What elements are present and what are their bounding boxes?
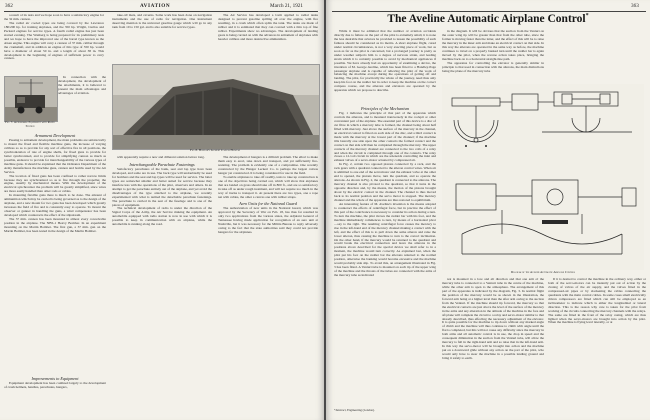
left-column-3-bottom [218,156,318,416]
paragraph: The development of hangars is a difficult problem. The effort to make them easy to erect, take down and transport, and yet sufficiently fire-resisting. The problem is evidently one of a compromise. One recently constructed by the Hanger Leckert Co. is perhaps the largest canvas hangar yet constructed. It is being considered for use in the field. [218,156,318,175]
right-column-1-top [334,30,436,104]
title-footnote-mark: * [585,13,589,20]
paragraph: If it is desired to control the machine in the ordinary way, either or both of the servo-motors can be instantly put out of action by the closing of valves of the air supply, and the valves fitted in the compressed-air pipes or by slackening the cables connecting the quadrants with the main control cables. In some cases small electrically driven compressors are fitted which can still be employed as an inclinometer to indicate which is either the longitudinal or lateral direction. This is the reason why care is taken for the pilot from working of the circuits connecting the mercury channels with the relays. The same are fitted in the front of the relay casing, which are thus lighted when the servo-motors are brought into action by the pilot. When the machine is flying level laterally, or at [548,278,646,325]
left-page-header [0,3,324,11]
left-column-2-bottom [112,156,212,416]
right-column-3-bottom [548,278,646,416]
fig8-photo [112,64,320,150]
right-column-2-bottom [442,278,544,416]
paragraph: in the diagram. It will be obvious that the suction from the Venturi on the outer wing tip will be greater than that from the other tube, since the former is moving faster than the latter, and the effect of this will be to raise the mercury in the inner arm and make an electrical contact on that side. In this way the ailerons are operated in the same way as before, the machine continues to travel on a properly banked turn until the rudder bar is again moved by the pilot, when the reverse action takes place, bringing the machine back on to a horizontal straight-line path. [442,30,544,61]
article-title [368,13,608,25]
right-column-3-top [548,30,646,82]
paragraph: In Fig. 2, certain two opposed pistons connected by a rack, and the rack gears with a quadrant connected to the aileron control wires. When air is admitted to one end of the servomotor and the exhaust valve at the other end is opened, the pistons move, turn the quadrant, and so operate the ailerons. As shown in Fig. 2, the quadrant is connected to the ailerons. The mercury channel is also pivoted to the quadrant, so that it turns in the opposite direction and, by the means, the motion of the pistons brought about by the electric contact in the channel. The channel is thus moved back to its normal position and the servo motor is stopped. The mercury channel and the whole of the apparatus are thus restored to equilibrium. [334,162,436,202]
paragraph: The radial air cooled types are being covered by the Lawrance 180/200 hp. for training airplanes, and the 350 hp. Wright, Curtiss and Packard engines for service types. A fourth radial engine has just been started evening. The Wanberg is being prepared for its preliminary tests and we hope to have the improved one of the barrel type known as the Alsen engine. This engine will carry a cannon of 37 mm. caliber through the crankshaft, and in addition an engine of this type of 350 hp. would have a diameter of about 50 in. and a length of about 38 in. This development is the beginning of engines of sufficient power to carry cannon. [4,20,104,61]
paragraph: In mounting flexible guns there is much to be done. The amount of ammunition which may be carried is being governed as to the design of the airplane, and a new mount for two guns has been developed which greatly increases the field of fire and is constantly easy to operate. To mount the observer or gunner in handling the guns, a wind compensator has been developed which counteracts the effect of the slipstream. [4,193,106,218]
paragraph: Fig. 1 indicates the principle of that part of the apparatus which controls the ailerons, and is mounted transversely in the cockpit or other convenient part of the airplane. The essential part of this device is a disc of cut fibre in which a mercury tube is formed, the channel being about half filled with mercury. Just above the surface of the mercury in the channel, an electrical contact is fitted on each side of the disc, and a third contact is made with the mercury at the lowest part of the channel; if the machine tilts laterally one side upon the other contacts the formed contact and the contact on that side will then be completed through the mercury. The upper contacts of the mercury channel are connected to the two coils of a relay and when the circuit is completed through one of the contacts. The relay closes a 12-volt circuit in which are the solenoids controlling the inlet and exhaust valves of a servo-motor actuated by compressed air. [334,112,436,163]
header-rule [4,11,318,12]
paragraph: not is mounted in a fore and aft direction and that one arm of the mercury tube is connected to a Venturi tube in the centre of the machine, while the other arm is open to the atmosphere. The arrangement of this part of the apparatus is indicated by the diagram, Fig. 3. In normal flight the position of the mercury would be as shown in the illustration, the forward arm being at a higher level than the after arm owing to the suction from the Venturi. If the machine should tip forward, the mercury so that the electrical contacts are just above the level of the surface of the mercury in the arms and any alteration in the attitude of the machine in the fore and aft plane will complete the circuit to a relay and servo-motor similar to that already described, thus effecting the necessary adjustment of the elevator. It is quite possible for the machine to tip down without any marked angle of climb and the machine will thus continue to climb with angle until the flat is completed, but this will not cause any difficulty since the mercury in both arms and all automatic control is in use, the drop in speed and the consequent diminution in the suction from the Venturi tube, will allow the mercury to fall in the right-hand arm and so raise that in the left-hand arm. In this way the servo-motor will be brought into action and the machine put on a downward glide without any action on the part of the pilot, who would only have to steer the machine in a possible landing ground and bring it safely to earth. [442,278,544,361]
left-column-3-top [218,14,318,62]
radio-truck-photo [5,77,57,121]
paragraph: Equipment development has been confined largely to the development of crash helmets, handles, parachutes, hangars, [4,382,106,389]
page-number: 363 [631,3,639,9]
armament-heading: Armament Development [34,133,76,138]
left-page [0,0,324,420]
fig7-photo [4,76,58,122]
mechanism-heading: Principles of the Mechanism [360,106,410,111]
parachute-heading: Interchangeable Parachute Fastenings [129,161,195,167]
paragraph: The location of fixed guns has been confined to rather narrow limits because they are synchronized so as to fire through the propeller, the engine, usually by mechanical means. With the development of the electrical synchronizer the problem will be greatly simplified, since wires are more easily handled than other rods or cables. [4,173,106,194]
article-title-text: The Aveline Automatic Airplane Control [387,13,586,25]
paragraph: take-off mats, and caverns. Some work has been done on navigation instruments and the use of radio for navigation. One instrument deserving mention is the universal gasoline gauge which will go in any tank from 10 to 150 gal. and is also suitable for service types. [112,14,212,29]
control-diagram [442,84,644,270]
left-column-1-bottom [4,139,106,372]
right-page-header [326,3,650,11]
paragraph: The apparatus for controlling the elevator is generally similar in principle to that used in connection with the ailerons, the main distinctions being the plane of the mercury tube [442,60,544,73]
journal-title: AVIATION [140,3,171,9]
paragraph: with apparently require a new and different solution before long. [117,156,205,159]
canvas-hangar-photo [113,65,319,149]
left-column-1-end [4,382,106,416]
paragraph: The technical development of radio is under the direction of the Signal Corps of the Army, the Air Service making the equipment. An automobile equipped with radio station is now in use with which it is possible to keep in communication with an airplane, while the automobile is running along the road. [112,206,212,227]
improvements-heading: Improvements to Equipment [31,376,79,381]
paragraph: To enable airplanes to take off readily, tests to take up construction is one of the objectives being carried out, which will show that airplanes that are landed on grass should take off in 800 ft., and are so satisfactory in take off as under rough treatment, and will not require too much in the way of trucks to transport it. At present there are two types, one a rope net with cables, the other a canvas one with rubber straps. [218,174,318,199]
left-column-2-top [112,14,212,62]
paragraph: The Air Service has developed a form applied to radial tanks designed to prevent gasoline spilling all over the engine, with fire resulting, in a crash which often splits the tank. The tanks are made of rubber and it is estimated that they can covered with a thin top of fine rubber. Experiments show no advantages. The development of landing gears is being carried on with the advances in armament of airplanes with heavier calibres and more destructive ammunition. [218,14,318,41]
left-column-1-narrow [58,76,106,132]
paragraph: The authorization of new units in the National Guard, which was approved by the Secretary of War on Feb. 18, has thus far resulted in only two applications from the various states, the Adjutant General of Tennessee having made application for recognition of an aero unit at Nashville, but it was necessary for the Militia Bureau to reply adversely owing to the fact that the state authorities said they could not provide hangars for the airplanes. [218,206,318,235]
right-column-2-top [442,30,544,82]
issue-date: March 21, 1921 [270,3,303,9]
right-page [326,0,650,420]
diagram-caption: Diagram of the Aveline Automatic Airplane Control [510,270,576,274]
fig7-caption: Fig. 7. Automobile Equipment with Radio Station [5,120,55,128]
left-column-1-top [4,14,104,76]
paragraph: In connection with the development, the development of the attachments, it is believed to present the main advantages and advantages of aviation. [58,76,106,95]
aero-units-heading: Aero Units for the National Guard [239,201,297,207]
paragraph: While it must be admitted that the number of aviation accidents directly due to failure on the part of the pilot is extremely small, it is none the less desirable that aviators be provided to lessen the possibility of such failures should be considered as its merits. A short airplane flight, cured under normal circumstances, is not a very exacting piece of work, but as soon as far as the pilot is concerned, but a prolonged journey is pretty as under weather subjects him to a degree of nervous strain, and leading strain which it is certainly possible to avoid by mechanical appliances if possible. We have already had an opportunity of examining a device, the invention of M. George Aveline, which has been fitted to a Handley-Page passenger airplane and is capable of relieving the pilot of the work of balancing the machine except during the operations of getting off and landing. The pilot, for practically the whole of the journey, need thus only keep his foot on the rudder bar in order to keep the machine on the correct compass course, and the ailerons and elevators are operated by the apparatus which we propose to describe. [334,30,436,93]
paragraph: Passing to armament development, the main problems are satisfactorily to mount the fixed and flexible machine guns, the increase of varying calibres so as to provide for any sort of effective fire in all positions, the synchronization of rate of engine shells, for fixed guns to provide for better synchronized, and to provide for simplifying cannon as much as possible, endeavor to provide for interchangeability of the various types of machine guns. It should be explained that the Ordnance Department of the Army manufactures the machine guns, cannon and bombs used by the Air Service. [4,139,106,174]
aveline-control-diagram [442,84,644,270]
paragraph: Satisfactory parachutes of the bank, seat and lap type have been developed, and some are in use. The back type will undoubtedly be used for bombers and the seat and lap types will be used for service. The latter types are somewhat smaller and better suited for service because they interfere less with the operations of the pilot, observers and others. In an attempt to get the parachute entirely out of the airplane, and yet avoid the disadvantages of the type attached to the airplane, we recently experimented with what is termed the detachable parachute fastenings. The parachute is carried in the seat of the fuselage and is one of the pieces of equipment. [112,166,212,207]
paragraph: The 37 mm. cannon has been mounted in almost every conceivable position in the airplane. The NBS-1 Heavy Bomber. In an experiment mounting on the Martin Bomber. The first gun, a 37 mm. gun on the Martin Bomber, has been tested in the design of the Martin Bomber. [4,217,106,233]
paragraph: An interesting feature of M. Aveline's invention is the means adopted to counteract the effects of centrifugal force, but in practice the effect of this part of the contrivance is necessary to consider its action during a turn. To turn the machine, the pilot moves the rudder bar with his foot, and the machine immediately commences to turn, by means of a horizontal pivot—say to the right. The resulting centrifugal force causes the mercury to rise in the left-hand end of the mercury channel making a contact with the left, and the effect of this is to pull down the same aileron and raise the lower aileron, thus causing the machine to turn to the correct inclination. On the other hand, if the mercury would be returned to the quadrant and would break the electrical connection and leave the ailerons in the positions above described for the special device we shall refer to in a moment, the machine would turn correctly. As explained last, when the pilot put his foot on the rudder bar the ailerons returned to the normal position, otherwise the banking would become excessive and the machine would probably side slip. To avoid this, an arrangement illustrated in Fig. 3 has been fitted. A Venturi tube is mounted on each tip of the upper wing of the machine and the throats of the tubes are connected with the arms of the mercury tube as indicated [334,201,436,278]
header-rule [332,11,646,12]
footnote-block [334,409,436,417]
page-number: 362 [5,3,13,9]
footnote: *Abstract, Engineering (London). [334,409,375,412]
paragraph: a result of its tests and we hope soon to have a satisfactory engine for the 32 mm. cannon. [4,14,104,21]
fig8-caption: Fig. 8. Hangar's Leckert Canvas Hangar [190,148,240,152]
mechanism-heading-block [334,104,436,112]
improvements-heading-block [4,374,106,382]
armament-heading-block [4,131,106,139]
right-column-1-bottom [334,112,436,408]
